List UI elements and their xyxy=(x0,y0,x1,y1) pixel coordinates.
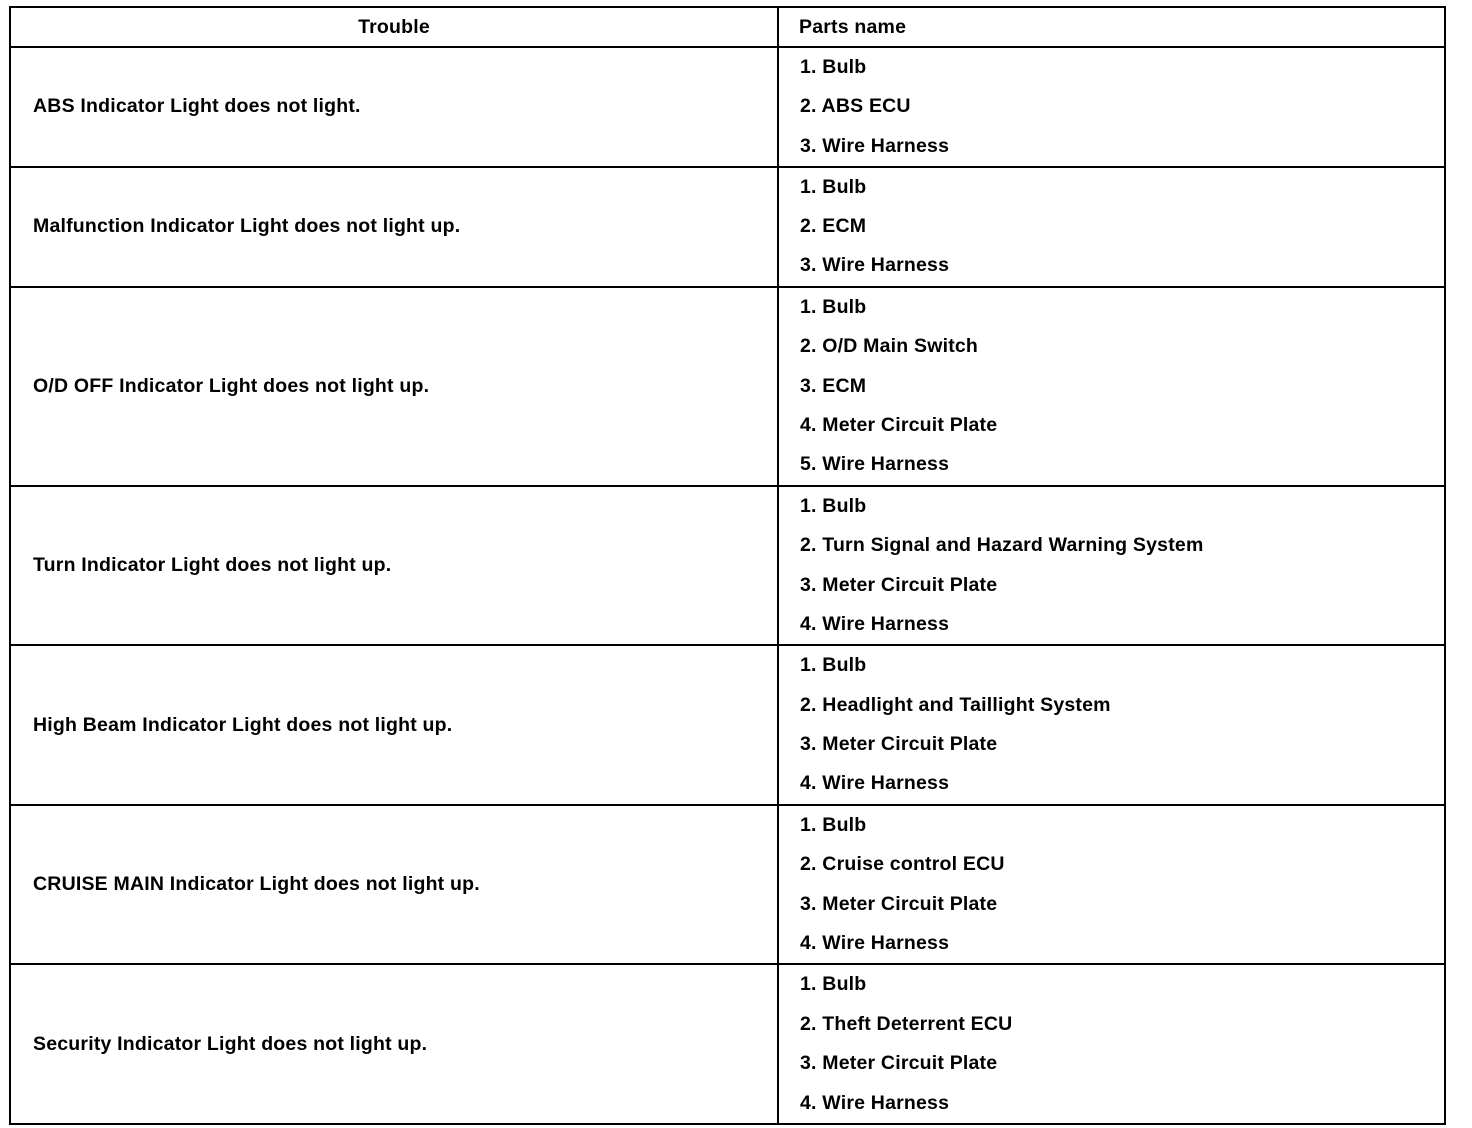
part-item: 3. ECM xyxy=(800,374,867,397)
part-item: 3. Meter Circuit Plate xyxy=(800,1052,998,1075)
parts-cell xyxy=(778,964,1445,1124)
part-item: 4. Wire Harness xyxy=(800,772,950,795)
part-item: 1. Bulb xyxy=(800,973,867,996)
troubleshooting-table xyxy=(9,6,1446,1125)
part-item: 2. Theft Deterrent ECU xyxy=(800,1012,1013,1035)
trouble-column-header: Trouble xyxy=(10,7,778,47)
table-row xyxy=(10,964,1445,1124)
parts-name-column-header: Parts name xyxy=(778,7,1445,47)
part-item: 2. ABS ECU xyxy=(800,95,911,118)
trouble-cell: Malfunction Indicator Light does not light up. xyxy=(10,167,778,287)
parts-cell xyxy=(778,645,1445,805)
trouble-cell: ABS Indicator Light does not light. xyxy=(10,47,778,167)
parts-cell xyxy=(778,47,1445,167)
part-item: 3. Meter Circuit Plate xyxy=(800,733,998,756)
table-row xyxy=(10,805,1445,965)
trouble-cell: Security Indicator Light does not light up. xyxy=(10,964,778,1124)
trouble-cell: O/D OFF Indicator Light does not light up. xyxy=(10,287,778,486)
header-row xyxy=(10,7,1445,47)
part-item: 1. Bulb xyxy=(800,295,867,318)
table-body xyxy=(10,47,1445,1124)
part-item: 3. Wire Harness xyxy=(800,134,950,157)
parts-cell xyxy=(778,167,1445,287)
part-item: 3. Meter Circuit Plate xyxy=(800,892,998,915)
parts-cell xyxy=(778,805,1445,965)
part-item: 1. Bulb xyxy=(800,494,867,517)
part-item: 2. Turn Signal and Hazard Warning System xyxy=(800,534,1204,557)
part-item: 4. Wire Harness xyxy=(800,932,950,955)
table-row xyxy=(10,486,1445,646)
part-item: 1. Bulb xyxy=(800,813,867,836)
table-row xyxy=(10,47,1445,167)
part-item: 2. Cruise control ECU xyxy=(800,853,1005,876)
parts-cell xyxy=(778,287,1445,486)
part-item: 4. Meter Circuit Plate xyxy=(800,413,998,436)
table-row xyxy=(10,645,1445,805)
part-item: 1. Bulb xyxy=(800,654,867,677)
part-item: 2. O/D Main Switch xyxy=(800,335,979,358)
part-item: 3. Meter Circuit Plate xyxy=(800,573,998,596)
part-item: 2. ECM xyxy=(800,215,867,238)
trouble-cell: Turn Indicator Light does not light up. xyxy=(10,486,778,646)
part-item: 3. Wire Harness xyxy=(800,254,950,277)
part-item: 2. Headlight and Taillight System xyxy=(800,693,1111,716)
part-item: 1. Bulb xyxy=(800,56,867,78)
part-item: 5. Wire Harness xyxy=(800,453,950,476)
parts-cell xyxy=(778,486,1445,646)
part-item: 4. Wire Harness xyxy=(800,612,950,635)
trouble-cell: High Beam Indicator Light does not light up. xyxy=(10,645,778,805)
part-item: 1. Bulb xyxy=(800,175,867,198)
part-item: 4. Wire Harness xyxy=(800,1091,950,1114)
table-row xyxy=(10,287,1445,486)
trouble-cell: CRUISE MAIN Indicator Light does not light up. xyxy=(10,805,778,965)
table-row xyxy=(10,167,1445,287)
